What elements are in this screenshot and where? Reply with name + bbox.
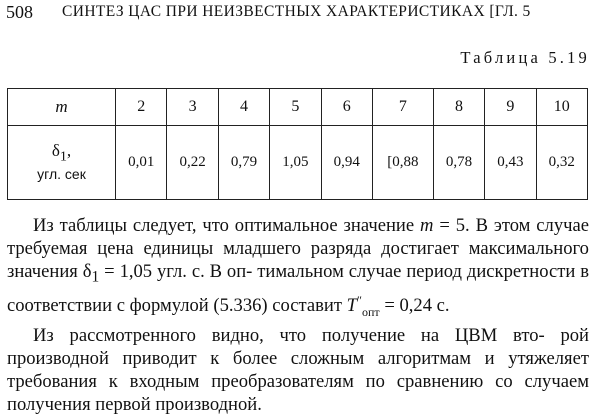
delta-value: [0,88: [387, 154, 419, 171]
table-cell: [270, 126, 321, 200]
header-cell-m: [8, 89, 116, 126]
m-value: 4: [239, 98, 248, 116]
t-superscript: ″: [357, 292, 362, 307]
text-span: = 0,24 с.: [379, 294, 450, 316]
text-span: В этом случае требуемая цена единицы младшего разряда: [7, 215, 589, 259]
header-cell: [372, 89, 433, 126]
m-value: 10: [553, 98, 570, 116]
table-cell: [321, 126, 372, 200]
table-cell: [372, 126, 433, 200]
paragraph-2: [7, 324, 589, 416]
m-value: 3: [188, 98, 197, 116]
header-cell: [536, 89, 587, 126]
text-span: = 5.: [433, 215, 470, 236]
text-span: тимальном случае период дискретности в соответствии: [7, 261, 589, 316]
header-cell: [116, 89, 167, 126]
header-cell: [321, 89, 372, 126]
row-label-cell: [8, 126, 116, 200]
table-cell: [218, 126, 269, 200]
m-value: 5: [291, 98, 300, 116]
text-span: Из таблицы следует, что оптимальное значение: [33, 215, 421, 236]
header-cell: [433, 89, 484, 126]
delta-value: 1,05: [282, 154, 309, 171]
delta-subscript: 1: [59, 148, 67, 165]
header-cell: [218, 89, 269, 126]
delta-value: 0,01: [128, 154, 155, 171]
table-cell: [116, 126, 167, 200]
table-cell: [485, 126, 536, 200]
running-title: СИНТЕЗ ЦАС ПРИ НЕИЗВЕСТНЫХ ХАРАКТЕРИСТИКАХ [ГЛ. 5: [62, 3, 531, 20]
table-cell: [536, 126, 587, 200]
delta-subscript: 1: [91, 268, 100, 286]
m-value: 8: [454, 98, 463, 116]
table-header-row: [8, 89, 588, 126]
body-text: [7, 214, 589, 416]
delta-value: 0,43: [497, 154, 524, 171]
text-span: с формулой (5.336) составит: [116, 294, 347, 316]
text-span: и утяжеляет требования к входным преобразователям по: [7, 347, 589, 392]
text-span: рой производной приводит к более сложным алгоритмам: [7, 324, 589, 369]
m-variable: m: [420, 215, 434, 236]
m-label: m: [55, 97, 68, 117]
paragraph-1: [7, 214, 589, 324]
t-variable: T: [346, 294, 357, 316]
m-value: 7: [398, 98, 407, 116]
delta-value: 0,32: [548, 154, 575, 171]
data-table: [7, 88, 588, 200]
delta-value: 0,78: [445, 154, 473, 171]
table-cell: [167, 126, 218, 200]
table-caption: Таблица 5.19: [460, 48, 590, 67]
table-data-row: [8, 126, 588, 200]
text-span: Из рассмотренного видно, что получение на ЦВМ вто-: [33, 324, 545, 346]
delta-value: 0,22: [179, 154, 206, 171]
delta-symbol-line: $\delta_1$,: [51, 141, 72, 165]
delta-symbol: δ: [51, 141, 60, 161]
delta-value: 0,94: [333, 154, 360, 171]
page-header: [6, 2, 594, 24]
text-span: сравнению со случаем получения первой производной.: [7, 370, 589, 415]
row-unit-label: угл. сек: [37, 165, 86, 182]
delta-value: 0,79: [230, 154, 258, 171]
delta-symbol: δ: [82, 261, 92, 282]
m-value: 6: [342, 98, 351, 116]
text-span: достигает максимального значения: [7, 238, 589, 282]
m-value: 9: [506, 98, 515, 116]
m-value: 2: [137, 98, 146, 116]
text-span: = 1,05 угл. с. В оп-: [99, 261, 253, 282]
header-cell: [270, 89, 321, 126]
table-cell: [433, 126, 484, 200]
header-cell: [485, 89, 536, 126]
page-number: 508: [6, 2, 33, 22]
t-subscript: опт: [362, 304, 380, 319]
header-cell: [167, 89, 218, 126]
